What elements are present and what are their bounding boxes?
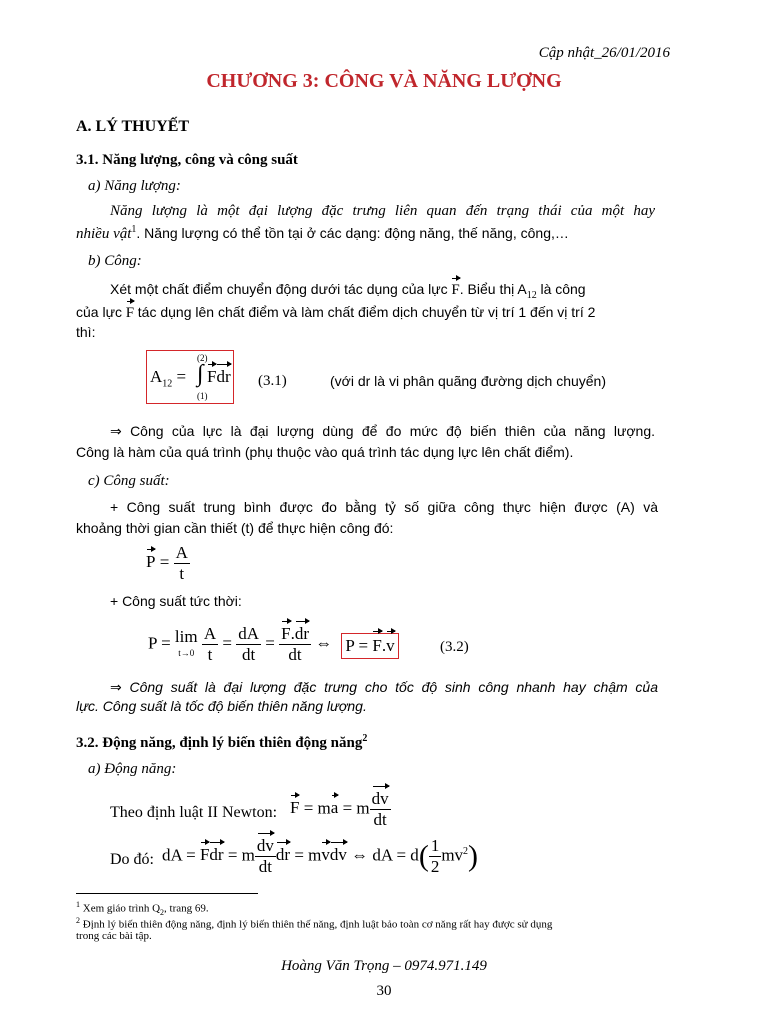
footnote-2-line-1 [76,914,552,932]
work-conclusion-line-1: ⇒ Công của lực là đại lượng dùng để đo mức độ biến thiên của năng lượng. [110,423,655,439]
energy-text-line-1: Năng lượng là một đại lượng đặc trưng liên quan đến trạng thái của một hay [110,203,655,219]
instant-power-result-box: P = F.v [341,633,399,659]
instant-power-label: + Công suất tức thời: [110,593,242,609]
page-number: 30 [376,983,392,999]
footnote-1-number: 1 [76,900,80,909]
power-label: c) Công suất: [88,473,170,489]
section-theory-heading: A. LÝ THUYẾT [76,118,190,135]
footnote-separator [76,893,258,894]
work-text-line-1-b: . Biểu thị A [459,281,527,297]
average-power-line-1: + Công suất trung bình được đo bằng tỷ số giữa công thực hiện được (A) và [110,499,658,515]
work-text-line-1 [110,280,586,305]
section-3-2-heading [76,730,367,752]
footnote-2-line-2: trong các bài tập. [76,930,152,942]
equation-3-1-note: (với dr là vi phân quãng đường dịch chuyển) [330,373,607,389]
power-conclusion-line-2: lực. Công suất là tốc độ biến thiên năng lượng. [76,698,367,714]
instant-power-formula: P = lim t→0 $\frac{A}{t}$ = $\frac{dA}{dt}$ = $\frac{F.dr}{dt}$ ⇔ [148,624,333,664]
section-3-1-heading: 3.1. Năng lượng, công và công suất [76,152,298,168]
integral-lower-limit: (1) [197,391,208,401]
section-3-2-heading-text: 3.2. Động năng, định lý biến thiên động năng [76,735,363,751]
footnote-1-text-end: , trang 69. [164,902,209,915]
force-vector-symbol-2: F [125,305,135,321]
footnote-1-sub: 2 [160,907,165,917]
footer-author: Hoàng Văn Trọng – 0974.971.149 [281,958,487,974]
integral-sign: ∫ [197,361,204,387]
work-text-line-3: thì: [76,324,96,340]
work-kinetic-formula: dA = Fdr = m $\frac{dv}{dt}$ dr = mvdv ⇔ dA = d( $\frac{1}{2}$ $mv^2$) [162,836,479,876]
therefore-line [110,851,154,869]
average-power-line-2: khoảng thời gian cần thiết (t) để thực hiện công đó: [76,520,394,536]
newton-law-line [110,804,277,822]
power-conclusion-line-1: ⇒ Công suất là đại lượng đặc trưng cho tốc độ sinh công nhanh hay chậm của [110,679,658,695]
energy-text-line-2 [76,221,569,243]
newton-law-formula: F = ma = m $\frac{dv}{dt}$ [290,789,389,829]
footnote-2-number: 2 [76,916,80,925]
footnote-ref-1: 1 [131,224,137,235]
equation-3-2-label: (3.2) [440,639,469,655]
work-conclusion-line-2: Công là hàm của quá trình (phụ thuộc vào quá trình tác dụng lực lên chất điểm). [76,444,574,460]
work-text-line-2-a: của lực [76,304,122,320]
work-text-line-1-a: Xét một chất điểm chuyển động dưới tác dụng của lực [110,281,448,297]
energy-label: a) Năng lượng: [88,178,181,194]
work-text-line-1-c: là công [540,281,586,297]
update-date: Cập nhật_26/01/2016 [538,45,670,61]
force-vector-symbol: F [451,282,460,298]
energy-text-line-2-end: . Năng lượng có thể tồn tại ở các dạng: động năng, thế năng, công,… [136,225,569,241]
integral-upper-limit: (2) [197,353,208,363]
equation-3-1-label: (3.1) [258,373,287,389]
work-integral-equation: $A_{12}$ = [150,367,187,390]
footnote-1-text: Xem giáo trình Q [80,902,161,915]
average-power-formula: P = $\frac{A}{t}$ [146,543,188,583]
integrand: Fdr [207,367,231,386]
therefore-text: Do đó: [110,851,154,868]
footnote-2-text: Định lý biến thiên động năng, định lý biến thiên thế năng, định luật bảo toàn cơ năng rất hay được sử dụng [80,918,553,931]
chapter-title: CHƯƠNG 3: CÔNG VÀ NĂNG LƯỢNG [206,70,562,92]
energy-text-line-2-start: nhiều vật [76,226,132,242]
kinetic-energy-label: a) Động năng: [88,761,177,777]
footnote-ref-2: 2 [362,733,368,744]
work-integral-equation-box [146,350,234,404]
work-subscript: 12 [526,290,537,301]
newton-law-text: Theo định luật II Newton: [110,804,278,821]
work-text-line-2-b: tác dụng lên chất điểm và làm chất điểm dịch chuyển từ vị trí 1 đến vị trí 2 [137,304,596,320]
work-label: b) Công: [88,253,142,269]
work-text-line-2 [76,303,595,322]
